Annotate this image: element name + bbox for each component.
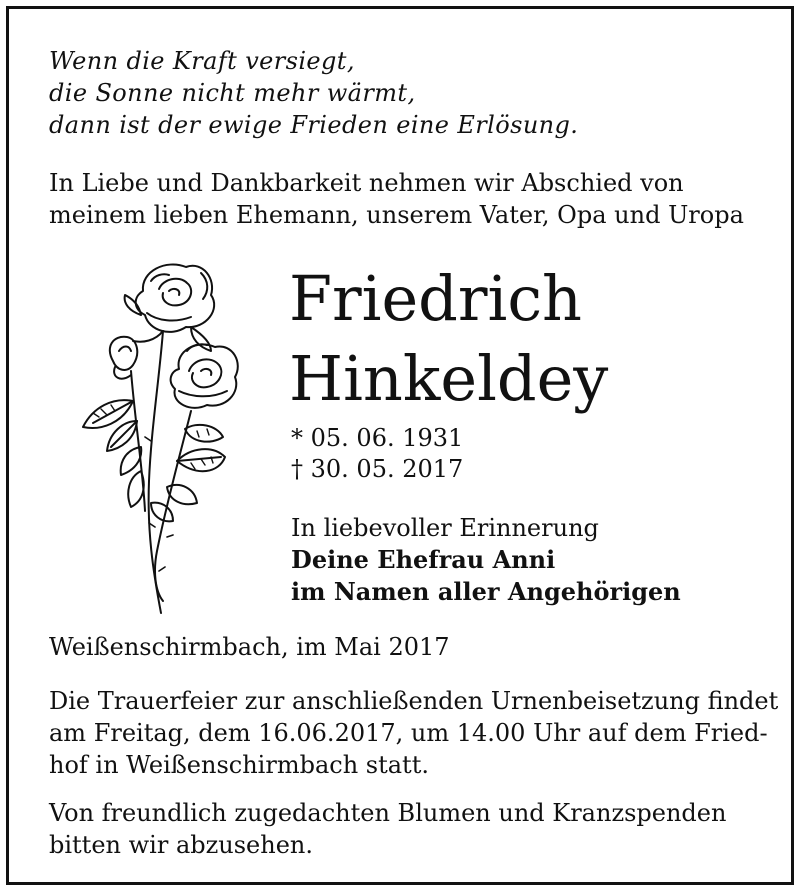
family-line: im Namen aller Angehörigen: [291, 577, 681, 606]
ceremony-line: hof in Weißenschirmbach statt.: [49, 751, 429, 779]
intro-text: [49, 167, 769, 231]
memory-intro: In liebevoller Erinnerung: [291, 514, 599, 542]
memory-block: [291, 512, 681, 608]
deceased-name: [289, 259, 608, 419]
intro-line: In Liebe und Dankbarkeit nehmen wir Abschied von: [49, 169, 684, 197]
ceremony-line: Die Trauerfeier zur anschließenden Urnenbeisetzung findet: [49, 687, 779, 715]
last-name: Hinkeldey: [289, 342, 609, 415]
ceremony-line: am Freitag, dem 16.06.2017, um 14.00 Uhr auf dem Fried-: [49, 719, 768, 747]
flowers-line: bitten wir abzusehen.: [49, 831, 313, 859]
poem-line: Wenn die Kraft versiegt,: [49, 47, 355, 75]
widow-name: Deine Ehefrau Anni: [291, 545, 556, 574]
first-name: Friedrich: [289, 262, 582, 335]
flowers-note: [49, 797, 769, 861]
poem: [49, 45, 578, 141]
death-date: † 30. 05. 2017: [291, 455, 464, 483]
poem-line: die Sonne nicht mehr wärmt,: [49, 79, 416, 107]
life-dates: [291, 423, 463, 485]
birth-date: * 05. 06. 1931: [291, 424, 464, 452]
rose-illustration-icon: [71, 251, 241, 621]
flowers-line: Von freundlich zugedachten Blumen und Kranzspenden: [49, 799, 727, 827]
obituary-frame: [6, 6, 794, 885]
ceremony-info: [49, 685, 779, 781]
intro-line: meinem lieben Ehemann, unserem Vater, Opa und Uropa: [49, 201, 744, 229]
place-date: Weißenschirmbach, im Mai 2017: [49, 633, 450, 661]
poem-line: dann ist der ewige Frieden eine Erlösung.: [49, 111, 579, 139]
